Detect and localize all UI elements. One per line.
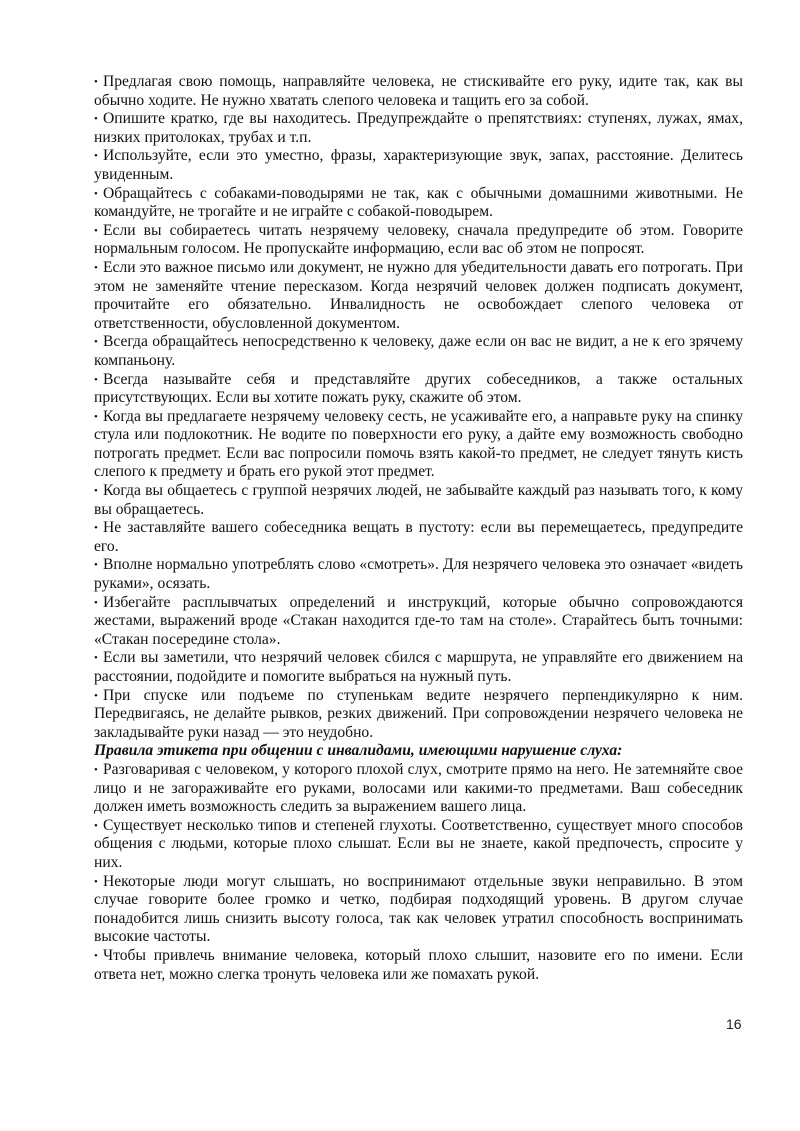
paragraph-text: Некоторые люди могут слышать, но воспринимают отдельные звуки неправильно. В этом случае говорите более громко и четко, подбирая подходящий уровень. В другом случае понадобится лишь снизить высоту голоса, так как человек утратил способность воспринимать высокие частоты. [94,872,743,946]
bullet-icon: • [94,819,98,832]
paragraph-text: Не заставляйте вашего собеседника вещать в пустоту: если вы перемещаетесь, предупредите его. [94,519,743,555]
paragraph [94,817,743,873]
bullet-icon: • [94,559,98,572]
paragraph [94,333,743,370]
paragraph [94,408,743,482]
paragraph-text: Предлагая свою помощь, направляйте человека, не стискивайте его руку, идите так, как вы обычно ходите. Не нужно хватать слепого человека и тащить его за собой. [94,73,743,109]
paragraph [94,594,743,650]
paragraph [94,259,743,333]
paragraph-text: Опишите кратко, где вы находитесь. Предупреждайте о препятствиях: ступенях, лужах, ямах, низких притолоках, трубах и т.п. [94,110,743,146]
page-body [94,73,743,984]
bullet-icon: • [94,113,98,126]
page-number: 16 [726,1016,742,1032]
paragraph-text: Если вы собираетесь читать незрячему человеку, сначала предупредите об этом. Говорите нормальным голосом. Не пропускайте информацию, если вас об этом не попросят. [94,221,743,258]
bullet-icon: • [94,596,98,609]
bullet-icon: • [94,373,98,386]
bullet-icon: • [94,224,98,237]
bullet-icon: • [94,187,98,200]
paragraph [94,761,743,817]
paragraph [94,371,743,408]
paragraph [94,947,743,984]
paragraph-text: Разговаривая с человеком, у которого плохой слух, смотрите прямо на него. Не затемняйте свое лицо и не загораживайте его руками, волосами или какими-то предметами. Ваш собеседник должен иметь возможность следить за выражением вашего лица. [94,760,743,816]
paragraph-text: Используйте, если это уместно, фразы, характеризующие звук, запах, расстояние. Делитесь увиденным. [94,147,743,183]
bullet-icon: • [94,949,98,962]
paragraph [94,556,743,593]
bullet-icon: • [94,485,98,498]
paragraph-text: Всегда называйте себя и представляйте других собеседников, а также остальных присутствующих. Если вы хотите пожать руку, скажите об этом. [94,370,743,407]
paragraph [94,222,743,259]
bullet-icon: • [94,763,98,776]
paragraph-text: Когда вы предлагаете незрячему человеку сесть, не усаживайте его, а направьте руку на спинку стула или подлокотник. Не водите по поверхности его руку, а дайте ему возможность свободно потрогать предмет. Если вас попросили помочь взять какой-то предмет, не следует тянуть кисть слепого к предмету и брать его рукой этот предмет. [94,407,743,481]
section-heading: Правила этикета при общении с инвалидами, имеющими нарушение слуха: [94,742,623,760]
paragraph-text: При спуске или подъеме по ступенькам ведите незрячего перпендикулярно к ним. Передвигаясь, не делайте рывков, резких движений. При сопровождении незрячего человека не закладывайте руки назад — это неудобно. [94,686,743,741]
paragraph [94,687,743,743]
paragraph [94,147,743,184]
bullet-icon: • [94,689,98,702]
paragraph-text: Чтобы привлечь внимание человека, который плохо слышит, назовите его по имени. Если ответа нет, можно слегка тронуть человека или же помахать рукой. [94,946,743,983]
paragraph [94,649,743,686]
paragraph-text: Когда вы общаетесь с группой незрячих людей, не забывайте каждый раз называть того, к кому вы обращаетесь. [94,482,743,518]
paragraph [94,110,743,147]
paragraph [94,482,743,519]
paragraph-text: Если это важное письмо или документ, не нужно для убедительности давать его потрогать. При этом не заменяйте чтение пересказом. Когда незрячий человек должен подписать документ, прочитайте его обязательно. Инвалидность не освобождает слепого человека от ответственности, обусловленной документом. [94,258,743,332]
paragraph [94,519,743,556]
bullet-icon: • [94,652,98,665]
paragraph-text: Существует несколько типов и степеней глухоты. Соответственно, существует много способов общения с людьми, которые плохо слышат. Если вы не знаете, какой предпочесть, спросите у них. [94,816,743,871]
paragraph [94,873,743,947]
paragraph [94,73,743,110]
bullet-icon: • [94,261,98,274]
bullet-icon: • [94,410,98,423]
paragraph [94,185,743,222]
bullet-icon: • [94,336,98,349]
bullet-icon: • [94,875,98,888]
bullet-icon: • [94,522,98,535]
paragraph-text: Вполне нормально употреблять слово «смотреть». Для незрячего человека это означает «видеть руками», осязать. [94,556,743,593]
bullet-icon: • [94,76,98,88]
bullet-icon: • [94,150,98,163]
paragraph-text: Избегайте расплывчатых определений и инструкций, которые обычно сопровождаются жестами, выражений вроде «Стакан находится где-то там на столе». Старайтесь быть точными: «Стакан посередине стола». [94,593,743,648]
paragraph-text: Если вы заметили, что незрячий человек сбился с маршрута, не управляйте его движением на расстоянии, подойдите и помогите выбраться на нужный путь. [94,649,743,685]
paragraph-text: Всегда обращайтесь непосредственно к человеку, даже если он вас не видит, а не к его зрячему компаньону. [94,333,743,369]
paragraph-text: Обращайтесь с собаками-поводырями не так, как с обычными домашними животными. Не командуйте, не трогайте и не играйте с собакой-поводырем. [94,184,743,221]
